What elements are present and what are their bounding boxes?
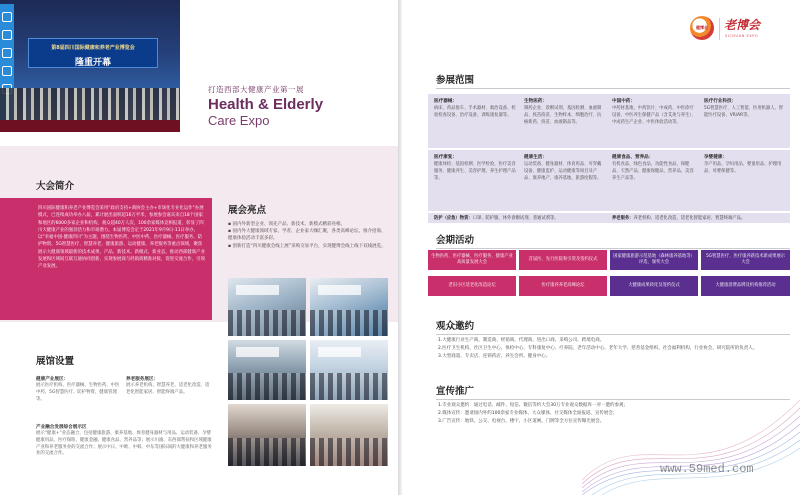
audience-line: 2.医疗卫生机构、社区卫生中心、体检中心、专科康复中心、疗养院、老年活动中心、老年大学、慈善基金组织、社会福利机构、行业协会、研究院所的负责人。 <box>438 346 758 351</box>
highlights-heading: 展会亮点 <box>228 205 267 216</box>
scope-cell <box>524 98 604 127</box>
scope-row-1 <box>428 94 790 148</box>
scope-footer <box>428 213 790 223</box>
activities-rule <box>436 248 790 249</box>
activity-item: 大健康成果转化及签约仪式 <box>610 276 698 296</box>
scope-cell <box>612 98 696 127</box>
scope-cell-heading: 医疗行业科技： <box>704 99 737 104</box>
fusion-zone-heading: 产业融合发展综合展示区 <box>36 425 87 430</box>
expo-title: Health & Elderly <box>208 96 324 113</box>
scope-cell-text: 5G智慧医疗、人工智能、医用机器人、智能医疗设备、VR/AR等。 <box>704 106 784 118</box>
stage-banner-big-text: 隆重开幕 <box>74 58 111 68</box>
performance-photo <box>310 404 388 466</box>
podium <box>0 120 180 132</box>
protective-supplies-item <box>434 215 559 221</box>
protective-supplies-text: 口罩、防护服、体外诊断试剂、普通试剂等。 <box>472 216 559 221</box>
logo-subtext: SICHUAN EXPO <box>725 34 759 38</box>
stage-banner-small-text: 第8届四川国际健康和养老产业博览会 <box>51 45 135 51</box>
elderly-zone-heading: 养老服务展区： <box>126 377 159 382</box>
activity-item: 医疗康养养老高峰论坛 <box>519 276 607 296</box>
audience-line: 1.大健康行业生产商、制造商、经销商、代理商、进出口商、采购公司、跨境电商。 <box>438 338 605 343</box>
visitors-photo <box>228 340 306 400</box>
scope-cell-text: 健康体检、基因检测、医学检验、医疗美容服务、健康养生、美容护理、养生护理产品等。 <box>434 162 516 181</box>
scope-cell-heading: 医疗器械： <box>434 99 457 104</box>
elderly-services-item <box>612 215 745 221</box>
audience-line: 3.大型商超、专卖店、连锁药店、养生会所、健身中心。 <box>438 354 551 359</box>
scope-cell-text: 孕产用品、孕妇用品、婴童用品、护理用品、母婴保健等。 <box>704 162 782 174</box>
audience-heading: 观众邀约 <box>436 321 475 332</box>
health-zone-heading: 健康产业展区： <box>36 377 69 382</box>
elderly-services-text: 养老机构、适老化改造、适老化智能家居、智慧终端产品。 <box>633 216 746 221</box>
scope-cell-text: 中药材基地、中药饮片、中成药、中医诊疗设备、中医养生保健产品（含艾灸与养生）、中成药生产企业、中医体验活动等。 <box>612 106 696 125</box>
protective-supplies-heading: 防护（应急）物资： <box>434 216 473 221</box>
scope-cell <box>434 98 516 120</box>
activity-item: 大健康消费品牌及机构推荐活动 <box>701 276 790 296</box>
audience-list <box>438 337 786 361</box>
audience-rule <box>436 334 790 335</box>
intro-text: 四川国际健康和养老产业博览会采用“政府支持+商协会主办+市场化专业化运作”办展模式，已连续成功举办八届，累计展出面积超16万平米，参展参会嘉宾来自18个国家和地区的6000多家企业和机构，观众超40万人次，100余家媒体竞相报道，彰显了四川大健康产业的强劲活力和市场潜力。本届博览会定于2021年9月9日-11日举办，以“幸福中国·健康四川”为主题，围绕生物医药、中医中药、医疗器械、医疗服务、防护物资、5G智慧医疗、智慧养老、健康旅游、运动健康、养老服务等重点领域，聚焦展示大健康领域最新的技术成果、产品、新技术、新模式、新业态，推动西部健康产业发展和区域间互联互通协同创新，实现参展商与经销商精准对接，促进交流合作，引领产业发展。 <box>38 206 205 270</box>
right-page <box>402 0 800 495</box>
scope-cell-heading: 医疗康复： <box>434 155 457 160</box>
elderly-zone-text: 展示养老机构、智慧养老、适老化改造、适老化智能家居、智能终端产品。 <box>126 383 210 395</box>
activity-item: 老旧小区适老化改造论坛 <box>428 276 516 296</box>
scope-cell-text: 有机食品、绿色食品、功能性食品、保健品、天然产品、健康保健品、营养品、美容养生产品等。 <box>612 162 694 181</box>
expo-slogan: 打造西部大健康产业第一展 <box>208 85 304 94</box>
scope-cell <box>704 154 786 176</box>
scope-cell-heading: 健康生活： <box>524 155 547 160</box>
highlights-list <box>228 221 388 250</box>
promotion-line: 1.专业观众邀约：通过电话、邮件、短信、微信等约大会30万专业观众数据库一对一邀约参观； <box>438 403 629 408</box>
promotion-line: 3.广告宣传：地铁、公交、电视台、楼宇、小区道闸、门牌等全方位宣传曝光展会。 <box>438 419 605 424</box>
booth-photo <box>310 278 388 336</box>
scope-cell <box>612 154 696 183</box>
officials-visit-photo <box>228 404 306 466</box>
activity-item: 5G智慧医疗、医疗康养新技术新成果展示大会 <box>701 250 790 270</box>
activity-item: 首届医、先行医院和引资及签约仪式 <box>519 250 607 270</box>
exhibition-floor-photo <box>310 340 388 400</box>
website-watermark: www.59med.com <box>660 462 754 476</box>
scope-cell-text: 运动装备、健身器材、体育用品、可穿戴设备、健康监护、运动健康等项目及产品、康养地产、康养基地、旅游度假等。 <box>524 162 602 181</box>
left-page <box>0 0 398 495</box>
zones-heading: 展馆设置 <box>36 356 75 367</box>
scope-heading: 参展范围 <box>436 75 475 86</box>
scope-cell-text: 制药企业、诊断试剂、基因检测、血液制品、疫苗疫苗、生物样本、细胞治疗、抗癌新药、疫苗、血液制品等。 <box>524 106 602 125</box>
scope-cell-heading: 健康食品、营养品： <box>612 155 654 160</box>
highlight-item: ▪ 创新打造“四川健康会线上展”采购交易平台，实现健博会线上线下双线展览。 <box>228 243 386 249</box>
health-zone-text: 展示医疗机构、医疗器械、生物医药、中医中药、5G智慧医疗、防护物资、健康管理等。 <box>36 383 120 402</box>
scope-cell-heading: 孕婴健康： <box>704 155 727 160</box>
fusion-zone-text: 展示“健康+”业态融合，包括健康旅游、康养基地、体育健身器材与用品、运动装备、孕婴健康用品、医疗保险、健康金融、健康食品、营养品等；展示川渝、东西部帮扶和区域健康产业和养老服务业的交流合作；展示中日、中欧、中韩、中东等国际间的大健康和养老服务业的交流合作。 <box>36 431 212 457</box>
elderly-services-heading: 养老服务： <box>612 216 634 221</box>
elderly-expo-logo-text: 老博会 <box>724 18 761 32</box>
exhibition-hall-photo <box>228 278 306 336</box>
scope-cell-heading: 生物医药： <box>524 99 547 104</box>
scope-cell-heading: 中国中药： <box>612 99 635 104</box>
logo-divider <box>719 18 720 40</box>
scope-row-2 <box>428 150 790 211</box>
expo-logo <box>690 12 772 48</box>
intro-heading: 大会简介 <box>36 181 75 192</box>
health-expo-logo-text: 健博会 <box>696 25 708 30</box>
activities-row-1 <box>428 250 790 270</box>
opening-ceremony-photo <box>0 0 180 132</box>
promotion-heading: 宣传推广 <box>436 386 475 397</box>
activity-item: 生物医药、医疗器械、医疗服务、健康产业高质量发展大会 <box>428 250 516 270</box>
expo-subtitle: Care Expo <box>208 113 270 128</box>
scope-cell <box>524 154 604 183</box>
activities-row-2 <box>428 276 790 296</box>
highlight-item: ▪ 国内外大健康领域专家、学者、企业家大咖汇聚，各类高峰论坛、推介招商、健康体验活动丰富多彩。 <box>228 229 386 242</box>
activity-item: 国家健康旅游示范基地（森林康养基地等）评选、颁奖大会 <box>610 250 698 270</box>
promotion-line: 2.媒体宣传：邀请国内外约100余家专业媒体、大众媒体、社交媒体全面报道、宣传展会； <box>438 411 618 416</box>
activities-heading: 会期活动 <box>436 235 475 246</box>
scope-cell <box>704 98 786 120</box>
highlight-item: ▪ 国内外新型企业、领先产品、新技术、新模式精彩亮相。 <box>228 222 345 227</box>
scope-rule <box>436 88 790 89</box>
scope-cell <box>434 154 516 183</box>
scope-cell-text: 病床、药品推车、手术器材、救治设备、检验检查设备、治疗设备、训练康复器等。 <box>434 106 516 118</box>
